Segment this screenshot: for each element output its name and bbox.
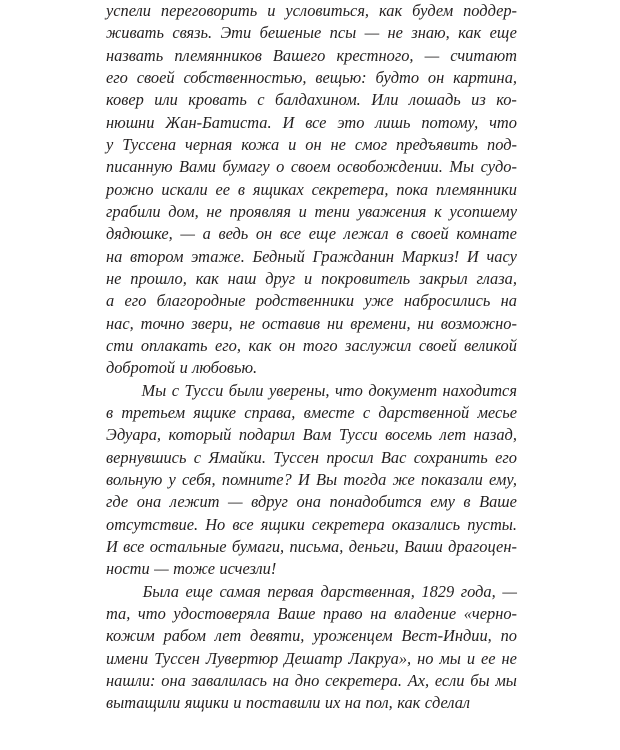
text-line xyxy=(106,491,517,513)
word: письма, xyxy=(289,536,344,556)
word: ее xyxy=(480,648,496,668)
word: Лакруа», xyxy=(348,648,412,668)
word: который xyxy=(168,425,232,445)
word: друг xyxy=(265,268,296,288)
word: черная xyxy=(185,134,233,154)
word: а xyxy=(106,291,115,311)
word: проявляя xyxy=(229,201,291,221)
text-line xyxy=(106,246,517,268)
word: она xyxy=(136,492,162,512)
word: Была xyxy=(142,581,179,601)
word: оплакать xyxy=(140,335,208,355)
word: понадобится xyxy=(329,492,422,512)
word: наш xyxy=(227,268,257,288)
word: что xyxy=(137,603,166,623)
word: Ямайки. xyxy=(208,447,266,467)
word: возможно- xyxy=(440,313,517,333)
word: — xyxy=(154,559,169,579)
text-line xyxy=(106,692,517,714)
word: Вашего xyxy=(272,45,326,65)
word: как xyxy=(397,693,421,713)
word: усопшему xyxy=(449,201,517,221)
word: Бедный xyxy=(252,246,305,266)
word: уважения xyxy=(357,201,427,221)
word: на xyxy=(344,693,362,713)
text-line xyxy=(106,514,517,536)
word: показали xyxy=(421,469,483,489)
word: нас, xyxy=(106,313,134,333)
word: с xyxy=(362,402,371,422)
text-line xyxy=(106,156,517,178)
word: набросились xyxy=(403,291,491,311)
text-line xyxy=(106,179,517,201)
word: лежит xyxy=(169,492,220,512)
word: вдруг xyxy=(251,492,288,512)
word: драгоцен- xyxy=(448,536,517,556)
word: ни xyxy=(326,313,344,333)
word: благородные xyxy=(156,291,246,311)
word: Ах, xyxy=(407,670,430,690)
word: рожно xyxy=(106,179,154,199)
word: считают xyxy=(450,45,517,65)
word: сти xyxy=(106,335,134,355)
word: к xyxy=(434,201,442,221)
word: уверены, xyxy=(268,380,330,400)
word: у xyxy=(106,134,114,154)
word: ему xyxy=(430,492,455,512)
word: бумагу xyxy=(222,157,270,177)
word: просил xyxy=(326,447,374,467)
word: восемь xyxy=(385,425,433,445)
word: сделал xyxy=(424,693,471,713)
word: дно xyxy=(294,670,320,690)
word: отсутствие. xyxy=(106,514,199,534)
text-line xyxy=(106,357,517,379)
word: и xyxy=(267,1,276,20)
word: вытащили xyxy=(106,693,181,713)
text-line xyxy=(106,424,517,446)
word: в xyxy=(463,492,471,512)
word: Вы xyxy=(316,469,338,489)
word: лошадь xyxy=(408,90,461,110)
word: смог xyxy=(354,134,388,154)
paragraph xyxy=(106,380,517,581)
text-line xyxy=(106,469,517,491)
word: — xyxy=(424,45,440,65)
text-line xyxy=(106,201,517,223)
word: не xyxy=(206,201,222,221)
word: завалилась xyxy=(191,670,267,690)
word: дом, xyxy=(168,201,199,221)
word: покровитель xyxy=(321,268,411,288)
text-line xyxy=(106,67,517,89)
word: звери, xyxy=(191,313,233,333)
text-line xyxy=(106,447,517,469)
word: втором xyxy=(130,246,184,266)
text-line xyxy=(106,558,517,580)
word: глаза, xyxy=(476,268,517,288)
word: Туссена xyxy=(122,134,177,154)
word: Лувертюр xyxy=(205,648,279,668)
word: а xyxy=(202,224,211,244)
word: Туссен xyxy=(273,447,320,467)
word: Жан-Батиста. xyxy=(165,112,272,132)
word: право xyxy=(322,603,363,623)
word: Мы xyxy=(141,380,167,400)
word: Ваши xyxy=(404,536,443,556)
text-line xyxy=(106,402,517,424)
word: ни xyxy=(417,313,434,333)
word: и xyxy=(298,201,307,221)
word: вместе xyxy=(303,402,355,422)
word: Гражданин xyxy=(312,246,394,266)
word: года, xyxy=(460,581,496,601)
paragraph-indent xyxy=(106,380,136,402)
word: 1829 xyxy=(421,581,455,601)
word: уроженцем xyxy=(313,626,393,646)
text-line xyxy=(106,335,517,357)
word: как xyxy=(458,23,482,43)
word: нашли: xyxy=(106,670,156,690)
word: будто xyxy=(375,67,420,87)
word: еще xyxy=(489,23,517,43)
word: помните? xyxy=(221,469,292,489)
word: племянников xyxy=(174,45,262,65)
text-line xyxy=(106,648,517,670)
text-line xyxy=(106,290,517,312)
word: бумаги, xyxy=(231,536,285,556)
word: знаю, xyxy=(411,23,450,43)
word: ему, xyxy=(489,469,517,489)
word: — xyxy=(180,224,195,244)
text-line xyxy=(106,0,517,22)
text-line xyxy=(106,112,517,134)
word: на xyxy=(106,246,123,266)
word: мы xyxy=(439,648,461,668)
word: уже xyxy=(364,291,394,311)
word: потому, xyxy=(421,112,479,132)
text-line xyxy=(106,223,517,245)
word: крестного, xyxy=(336,45,414,65)
word: тени xyxy=(314,201,350,221)
text-line xyxy=(106,581,517,603)
word: ящики xyxy=(260,514,305,534)
word: он xyxy=(305,134,322,154)
text-line xyxy=(106,603,517,625)
word: не xyxy=(106,268,122,288)
word: что xyxy=(334,380,363,400)
word: не xyxy=(501,648,517,668)
word: Вас xyxy=(380,447,407,467)
word: И xyxy=(466,246,479,266)
word: ведь xyxy=(218,224,249,244)
word: же xyxy=(392,469,415,489)
word: их xyxy=(324,693,341,713)
word: все xyxy=(279,224,302,244)
word: еще xyxy=(185,581,213,601)
word: балдахином. xyxy=(274,90,361,110)
word: И xyxy=(106,536,118,556)
word: все xyxy=(123,536,145,556)
word: лежал xyxy=(343,224,389,244)
word: месье xyxy=(477,402,517,422)
word: вернувшись xyxy=(106,447,187,467)
word: что xyxy=(489,112,517,132)
word: мы xyxy=(495,670,517,690)
word: он xyxy=(255,224,273,244)
word: поставили xyxy=(245,693,321,713)
word: пусты. xyxy=(467,514,517,534)
word: предъявить xyxy=(396,134,479,154)
word: и xyxy=(233,693,242,713)
word: ко- xyxy=(496,90,517,110)
word: вольную xyxy=(106,469,163,489)
text-column xyxy=(106,0,517,715)
word: находится xyxy=(442,380,517,400)
word: назвать xyxy=(106,45,164,65)
word: племянники xyxy=(435,179,517,199)
word: исчезли! xyxy=(219,559,277,579)
text-line xyxy=(106,268,517,290)
word: этаже. xyxy=(191,246,245,266)
word: — xyxy=(364,23,380,43)
word: секретера, xyxy=(311,179,389,199)
word: переговорить xyxy=(160,1,258,20)
word: дарственной xyxy=(378,402,470,422)
word: бы xyxy=(470,670,490,690)
word: своей xyxy=(418,335,457,355)
word: или xyxy=(154,90,178,110)
text-line xyxy=(106,380,517,402)
word: Ваше xyxy=(479,492,517,512)
word: о xyxy=(276,157,285,177)
word: это xyxy=(337,112,365,132)
word: если xyxy=(434,670,465,690)
word: Вам xyxy=(302,425,332,445)
word: не xyxy=(239,313,255,333)
word: сохранить xyxy=(413,447,488,467)
word: его xyxy=(124,291,147,311)
text-line xyxy=(106,313,517,335)
word: он xyxy=(279,335,296,355)
word: справа, xyxy=(244,402,296,422)
word: с xyxy=(193,447,202,467)
word: в xyxy=(396,224,404,244)
word: И xyxy=(282,112,295,132)
text-line xyxy=(106,45,517,67)
word: ящики xyxy=(184,693,229,713)
word: и xyxy=(179,358,188,378)
word: удостоверяла xyxy=(173,603,270,623)
word: Или xyxy=(371,90,399,110)
word: как xyxy=(195,268,219,288)
word: первая xyxy=(267,581,314,601)
word: лет xyxy=(439,425,467,445)
text-line xyxy=(106,536,517,558)
word: грабили xyxy=(106,201,161,221)
paragraph xyxy=(106,0,517,380)
word: и xyxy=(304,268,313,288)
word: Тусси xyxy=(184,380,224,400)
word: рабом xyxy=(163,626,206,646)
word: Маркиз! xyxy=(401,246,460,266)
word: кожа xyxy=(241,134,280,154)
word: с xyxy=(257,90,265,110)
word: назад, xyxy=(473,425,517,445)
word: по xyxy=(500,626,517,646)
text-line xyxy=(106,134,517,156)
word: та, xyxy=(106,603,131,623)
word: ящике xyxy=(193,402,237,422)
word: имени xyxy=(106,648,149,668)
word: она xyxy=(296,492,321,512)
text-line xyxy=(106,89,517,111)
word: она xyxy=(161,670,186,690)
word: его xyxy=(495,447,517,467)
word: ковер xyxy=(106,90,144,110)
word: оставив xyxy=(261,313,321,333)
word: освобождении. xyxy=(337,157,443,177)
word: бешеные xyxy=(259,23,322,43)
word: под- xyxy=(487,134,517,154)
word: псы xyxy=(329,23,357,43)
word: ящиках xyxy=(252,179,304,199)
word: И xyxy=(297,469,310,489)
word: он xyxy=(427,67,445,87)
word: остальные xyxy=(149,536,227,556)
word: пол, xyxy=(365,693,393,713)
word: документ xyxy=(368,380,438,400)
word: пока xyxy=(396,179,429,199)
word: судо- xyxy=(480,157,517,177)
text-line xyxy=(106,22,517,44)
word: собственностью, xyxy=(183,67,307,87)
word: Мы xyxy=(449,157,475,177)
word: того xyxy=(302,335,338,355)
word: писанную xyxy=(106,157,173,177)
word: не xyxy=(330,134,346,154)
word: заслужил xyxy=(345,335,412,355)
word: подарил xyxy=(238,425,296,445)
paragraph-indent xyxy=(106,581,136,603)
word: нюшни xyxy=(106,112,155,132)
word: комнате xyxy=(456,224,517,244)
word: оказались xyxy=(391,514,461,534)
word: картина, xyxy=(453,67,517,87)
word: кожим xyxy=(106,626,155,646)
word: его xyxy=(106,67,128,87)
word: на xyxy=(272,670,289,690)
word: закрыл xyxy=(418,268,468,288)
word: тоже xyxy=(173,559,215,579)
word: ности xyxy=(106,559,150,579)
word: были xyxy=(228,380,264,400)
text-line xyxy=(106,625,517,647)
word: в xyxy=(106,402,114,422)
word: где xyxy=(106,492,129,512)
word: Туссен xyxy=(154,648,200,668)
word: все xyxy=(232,514,254,534)
word: все xyxy=(305,112,327,132)
word: но xyxy=(417,648,434,668)
word: третьем xyxy=(121,402,186,422)
word: будем xyxy=(412,1,454,20)
word: и xyxy=(288,134,297,154)
word: на xyxy=(500,291,517,311)
word: Дешатр xyxy=(284,648,343,668)
word: любовью. xyxy=(192,358,258,378)
word: девяти, xyxy=(249,626,305,646)
word: деньги, xyxy=(348,536,399,556)
word: точно xyxy=(140,313,185,333)
word: Вами xyxy=(179,157,216,177)
word: добротой xyxy=(106,358,176,378)
word: тогда xyxy=(343,469,387,489)
word: как xyxy=(379,1,403,20)
word: условиться, xyxy=(285,1,370,20)
word: не xyxy=(387,23,403,43)
word: успели xyxy=(106,1,151,20)
word: как xyxy=(248,335,272,355)
word: из xyxy=(471,90,486,110)
word: времени, xyxy=(350,313,411,333)
word: его, xyxy=(215,335,241,355)
word: лет xyxy=(214,626,242,646)
word: Эдуара, xyxy=(106,425,161,445)
word: секретера. xyxy=(325,670,402,690)
text-line xyxy=(106,670,517,692)
paragraph xyxy=(106,581,517,715)
word: — xyxy=(228,492,243,512)
word: Ваше xyxy=(277,603,316,623)
word: Но xyxy=(205,514,226,534)
word: Тусси xyxy=(338,425,378,445)
word: владение xyxy=(394,603,457,623)
word: самая xyxy=(219,581,261,601)
word: часу xyxy=(486,246,517,266)
word: себя, xyxy=(181,469,216,489)
word: Эти xyxy=(220,23,252,43)
word: искали xyxy=(161,179,208,199)
word: Вест-Индии, xyxy=(401,626,492,646)
word: секретера xyxy=(311,514,385,534)
word: «черно- xyxy=(463,603,517,623)
word: кровать xyxy=(188,90,247,110)
word: — xyxy=(502,581,517,601)
word: ее xyxy=(215,179,231,199)
word: своем xyxy=(290,157,331,177)
word: великой xyxy=(464,335,517,355)
word: в xyxy=(237,179,246,199)
word: лишь xyxy=(375,112,411,132)
word: прошло, xyxy=(130,268,187,288)
word: вещью: xyxy=(315,67,367,87)
word: дядюшке, xyxy=(106,224,173,244)
word: поддер- xyxy=(463,1,517,20)
word: еще xyxy=(308,224,337,244)
word: и xyxy=(466,648,476,668)
word: на xyxy=(370,603,387,623)
word: связь. xyxy=(172,23,213,43)
word: родственники xyxy=(255,291,355,311)
word: своей xyxy=(136,67,175,87)
word: своей xyxy=(410,224,449,244)
word: у xyxy=(168,469,176,489)
word: живать xyxy=(106,23,164,43)
word: дарственная, xyxy=(320,581,415,601)
word: с xyxy=(171,380,180,400)
